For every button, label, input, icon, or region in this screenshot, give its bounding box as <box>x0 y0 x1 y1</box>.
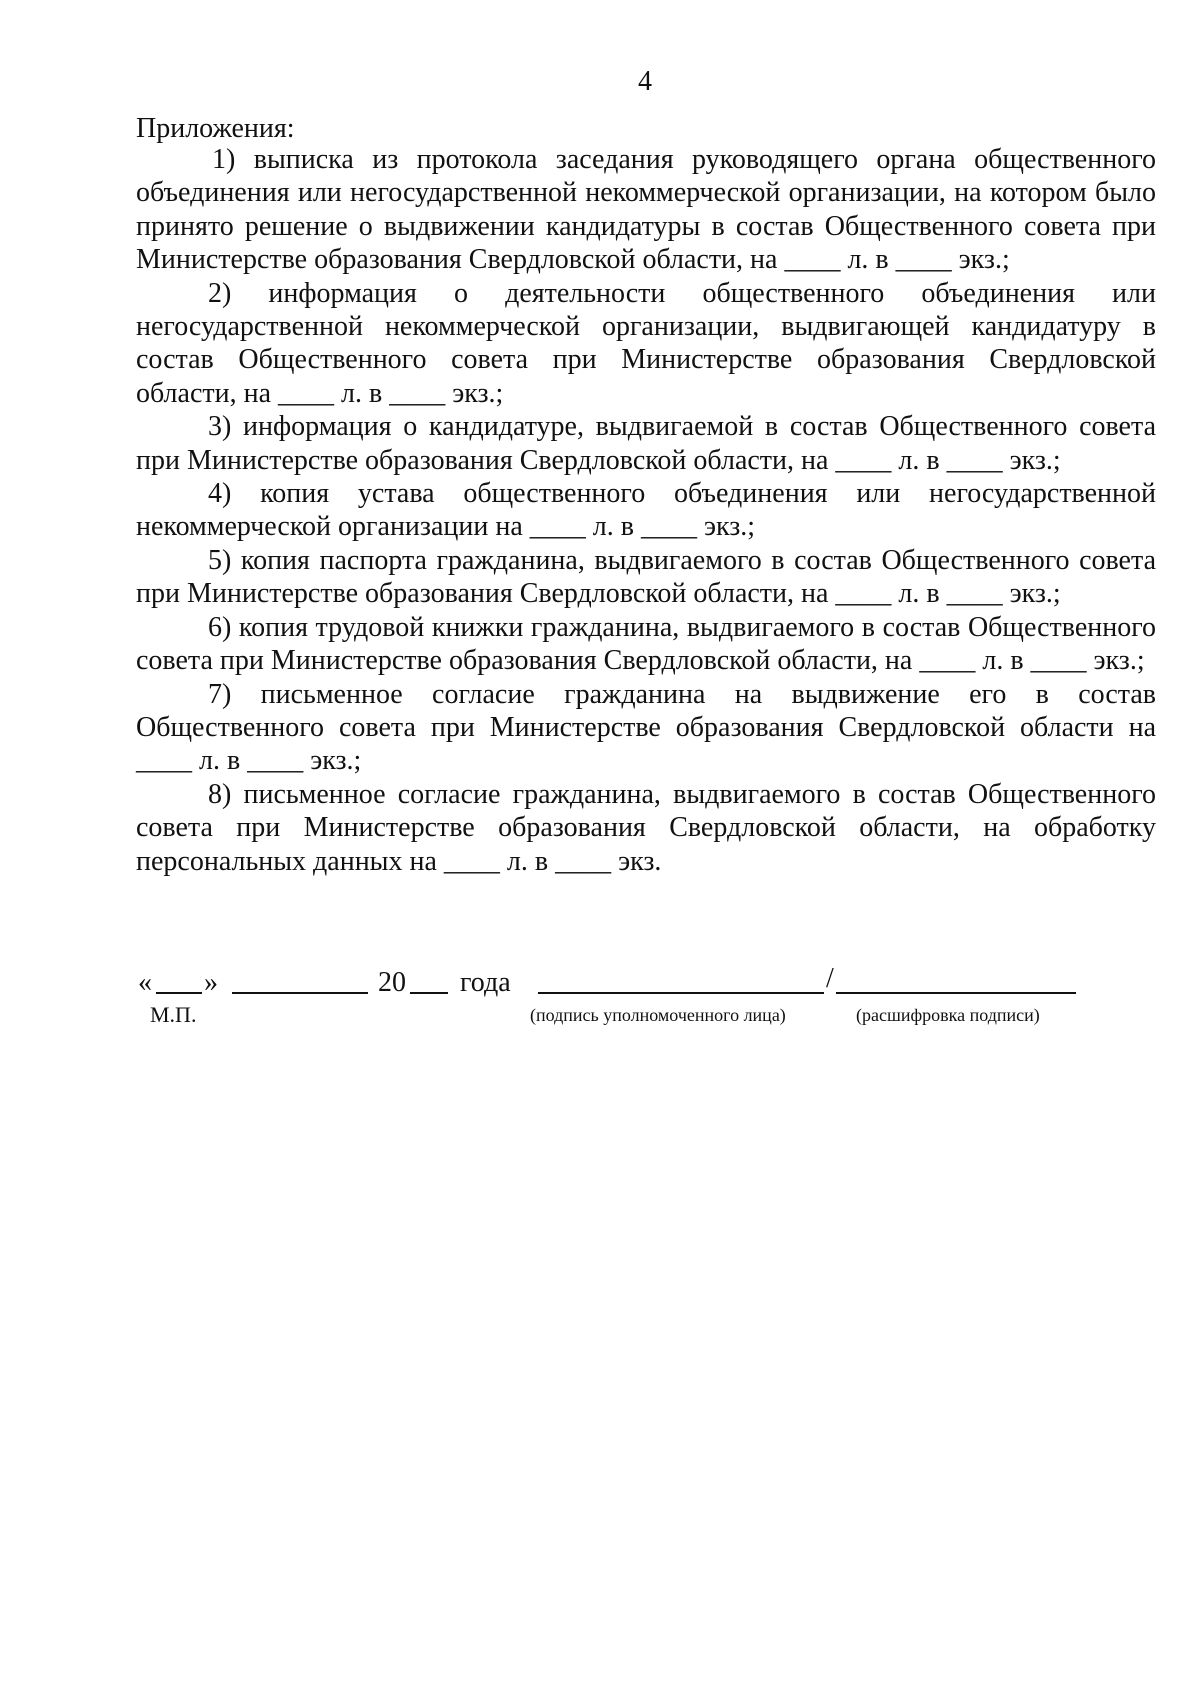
appendices-list <box>136 143 1156 878</box>
appendix-item-2: 2) информация о деятельности общественного объединения или негосударственной некоммерческой организации, выдвигающей кандидатуру в состав Общественного совета при Министерстве образования Свердловской области, на ____ л. в ____ экз.; <box>136 277 1156 409</box>
signature-caption: (подпись уполномоченного лица) <box>530 1005 786 1025</box>
decoding-caption: (расшифровка подписи) <box>856 1005 1040 1025</box>
appendix-item-5: 5) копия паспорта гражданина, выдвигаемого в состав Общественного совета при Министерстве образования Свердловской области, на ____ л. в ____ экз.; <box>136 544 1156 610</box>
month-blank <box>232 992 368 994</box>
appendix-item-4: 4) копия устава общественного объединения или негосударственной некоммерческой организации на ____ л. в ____ экз.; <box>136 478 1156 543</box>
year-blank <box>410 992 448 994</box>
signature-row <box>136 963 1136 1006</box>
stamp-place-label: М.П. <box>150 1002 197 1027</box>
close-quote: » <box>204 967 218 998</box>
appendices-heading: Приложения: <box>136 113 295 144</box>
year-word: года <box>460 967 511 998</box>
appendix-item-8: 8) письменное согласие гражданина, выдвигаемого в состав Общественного совета при Министерстве образования Свердловской области, на обработку персональных данных на ____ л. в ____ экз. <box>136 778 1156 877</box>
appendix-item-3: 3) информация о кандидатуре, выдвигаемой в состав Общественного совета при Министерстве образования Свердловской области, на ____ л. в ____ экз.; <box>136 411 1156 476</box>
open-quote: « <box>138 967 152 998</box>
signature-decoding-blank <box>836 992 1076 994</box>
signature-blank <box>538 992 824 994</box>
day-blank <box>156 992 202 994</box>
appendix-item-1: 1) выписка из протокола заседания руководящего органа общественного объединения или негосударственной некоммерческой организации, на котором было принято решение о выдвижении кандидатуры в состав Общественного совета при Министерстве образования Свердловской области, на ____ л. в ____ экз.; <box>136 144 1156 276</box>
appendix-item-6: 6) копия трудовой книжки гражданина, выдвигаемого в состав Общественного совета при Министерстве образования Свердловской области, на ____ л. в ____ экз.; <box>136 611 1156 677</box>
page-number: 4 <box>638 66 652 97</box>
slash: / <box>826 963 834 994</box>
appendix-item-7: 7) письменное согласие гражданина на выдвижение его в состав Общественного совета при Министерстве образования Свердловской области на ____ л. в ____ экз.; <box>136 678 1156 777</box>
year-prefix: 20 <box>378 967 406 998</box>
